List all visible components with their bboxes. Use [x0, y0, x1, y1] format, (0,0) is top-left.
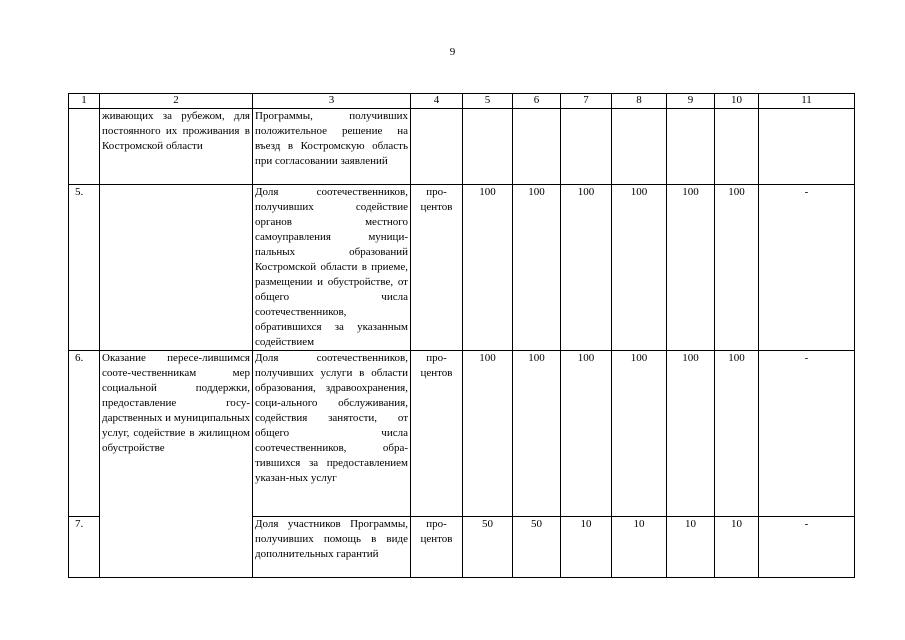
column-header: 6 — [513, 94, 561, 109]
indicator-cell: Доля соотечественников, получивших услуги в области образования, здравоохранения, соци-ального обслуживания, содействия занятости, от общего числа соотечественников, обра-тившихся за предоставлением указан-ных услуг — [253, 351, 411, 517]
value-cell: 100 — [612, 185, 667, 351]
column-header: 9 — [667, 94, 715, 109]
value-cell: 100 — [612, 351, 667, 517]
column-number-row — [69, 94, 855, 109]
value-cell: 100 — [715, 351, 759, 517]
table-row — [69, 185, 855, 351]
note-cell: - — [759, 185, 855, 351]
unit-cell: про-центов — [411, 517, 463, 578]
measure-cell — [100, 185, 253, 351]
row-number: 6. — [69, 351, 100, 517]
value-cell: 10 — [561, 517, 612, 578]
unit-cell — [411, 109, 463, 185]
page-number: 9 — [449, 46, 456, 58]
indicators-table — [68, 93, 855, 578]
column-header: 5 — [463, 94, 513, 109]
value-cell: 100 — [667, 185, 715, 351]
indicator-cell: Программы, получивших положительное решение на въезд в Костромскую область при согласовании заявлений — [253, 109, 411, 185]
value-cell: 10 — [612, 517, 667, 578]
value-cell: 100 — [561, 351, 612, 517]
value-cell — [561, 109, 612, 185]
note-cell: - — [759, 517, 855, 578]
measure-cell: живающих за рубежом, для постоянного их проживания в Костромской области — [100, 109, 253, 185]
column-header: 4 — [411, 94, 463, 109]
value-cell: 10 — [715, 517, 759, 578]
column-header: 11 — [759, 94, 855, 109]
value-cell: 100 — [513, 351, 561, 517]
note-cell — [759, 109, 855, 185]
value-cell: 100 — [463, 351, 513, 517]
unit-cell: про-центов — [411, 185, 463, 351]
column-header: 10 — [715, 94, 759, 109]
column-header: 3 — [253, 94, 411, 109]
value-cell — [612, 109, 667, 185]
value-cell: 50 — [463, 517, 513, 578]
measure-cell: Оказание пересе-лившимся сооте-чественникам мер социальной поддержки, предоставление госу-дарственных и муниципальных услуг, содействие в жилищном обустройстве — [100, 351, 253, 578]
column-header: 2 — [100, 94, 253, 109]
value-cell: 100 — [513, 185, 561, 351]
value-cell: 50 — [513, 517, 561, 578]
value-cell: 100 — [463, 185, 513, 351]
row-number: 7. — [69, 517, 100, 578]
indicator-cell: Доля соотечественников, получивших содействие органов местного самоуправления муници-пальных образований Костромской области в приеме, размещении и обустройстве, от общего числа соотечественников, обратившихся за указанным содействием — [253, 185, 411, 351]
column-header: 8 — [612, 94, 667, 109]
value-cell: 100 — [561, 185, 612, 351]
row-number: 5. — [69, 185, 100, 351]
note-cell: - — [759, 351, 855, 517]
value-cell: 10 — [667, 517, 715, 578]
value-cell — [715, 109, 759, 185]
value-cell: 100 — [667, 351, 715, 517]
column-header: 1 — [69, 94, 100, 109]
table-row — [69, 351, 855, 517]
column-header: 7 — [561, 94, 612, 109]
value-cell — [513, 109, 561, 185]
row-number — [69, 109, 100, 185]
table-row — [69, 109, 855, 185]
value-cell: 100 — [715, 185, 759, 351]
unit-cell: про-центов — [411, 351, 463, 517]
value-cell — [667, 109, 715, 185]
value-cell — [463, 109, 513, 185]
indicator-cell: Доля участников Программы, получивших помощь в виде дополнительных гарантий — [253, 517, 411, 578]
